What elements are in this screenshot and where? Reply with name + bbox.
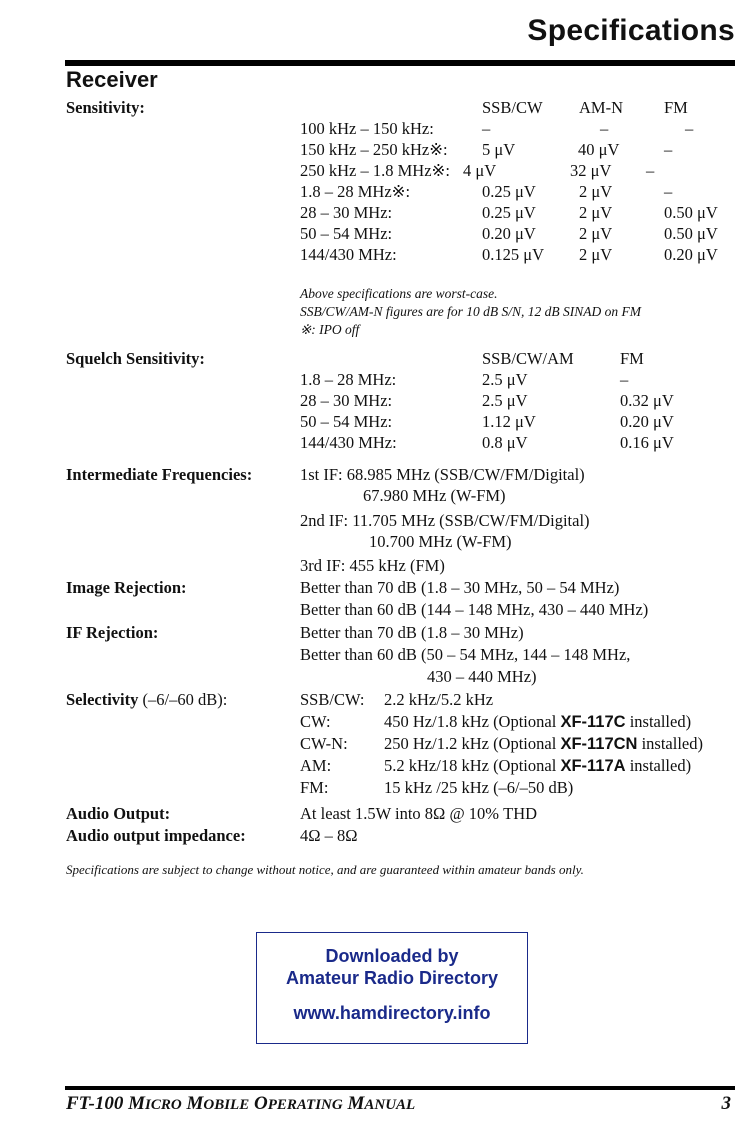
footer-manual-title: [66, 1093, 415, 1115]
header-ssb-cw: SSB/CW: [482, 98, 543, 117]
value-cell: 15 kHz /25 kHz (–6/–50 dB): [384, 778, 574, 797]
mode-cell: CW-N:: [300, 734, 348, 753]
range-cell: 144/430 MHz:: [300, 433, 397, 452]
fm-cell: 0.32 μV: [620, 391, 674, 410]
squelch-label: Squelch Sensitivity:: [66, 349, 205, 368]
range-cell: 50 – 54 MHz:: [300, 412, 393, 431]
am-cell: 2 μV: [579, 224, 613, 243]
value-cell: [384, 712, 691, 732]
footer-model: FT-100: [66, 1093, 124, 1114]
value-text: 250 Hz/1.2 kHz (Optional: [384, 734, 561, 753]
squelch-table: [300, 349, 740, 454]
filter-name: XF-117C: [560, 713, 626, 731]
ssb-cell: 1.12 μV: [482, 412, 536, 431]
fm-cell: 0.20 μV: [620, 412, 674, 431]
filter-name: XF-117CN: [560, 735, 638, 753]
header-fm: FM: [620, 349, 644, 368]
if-line-2: 67.980 MHz (W-FM): [363, 486, 506, 505]
selectivity-label: [66, 690, 227, 710]
value-suffix: installed): [637, 734, 703, 753]
value-cell: [384, 734, 703, 754]
if-line-4: 10.700 MHz (W-FM): [369, 532, 512, 551]
mode-cell: SSB/CW:: [300, 690, 365, 709]
table-row: [300, 182, 740, 203]
table-row: [300, 734, 750, 756]
table-row: [300, 203, 740, 224]
ssb-cell: 0.25 μV: [482, 182, 536, 201]
if-line-3: 2nd IF: 11.705 MHz (SSB/CW/FM/Digital): [300, 511, 590, 530]
header-ssb-cw-am: SSB/CW/AM: [482, 349, 574, 368]
table-row: [300, 412, 740, 433]
value-cell: 2.2 kHz/5.2 kHz: [384, 690, 494, 709]
selectivity-label-main: Selectivity: [66, 690, 139, 709]
table-row: [300, 119, 740, 140]
fm-cell: 0.50 μV: [664, 203, 718, 222]
fm-cell: 0.16 μV: [620, 433, 674, 452]
fm-cell: –: [664, 140, 673, 159]
if-rejection-label: IF Rejection:: [66, 623, 159, 642]
range-cell: 150 kHz – 250 kHz※:: [300, 140, 448, 159]
range-cell: 28 – 30 MHz:: [300, 203, 393, 222]
section-title: Receiver: [66, 67, 158, 92]
filter-name: XF-117A: [560, 757, 626, 775]
range-cell: 50 – 54 MHz:: [300, 224, 393, 243]
fm-cell: –: [620, 370, 629, 389]
note-ipo: ※: IPO off: [300, 322, 360, 337]
value-text: 450 Hz/1.8 kHz (Optional: [384, 712, 561, 731]
table-row: [300, 370, 740, 391]
value-suffix: installed): [625, 756, 692, 775]
value-suffix: installed): [625, 712, 692, 731]
table-row: [300, 391, 740, 412]
table-row: [300, 756, 750, 778]
ssb-cell: 0.8 μV: [482, 433, 528, 452]
range-cell: 1.8 – 28 MHz:: [300, 370, 397, 389]
sensitivity-table: [300, 98, 740, 266]
squelch-header-row: [300, 349, 740, 370]
selectivity-table: [300, 690, 750, 800]
if-label: Intermediate Frequencies:: [66, 465, 253, 484]
ssb-cell: –: [482, 119, 491, 138]
audio-output-label: Audio Output:: [66, 804, 171, 823]
note-worst-case: Above specifications are worst-case.: [300, 286, 498, 301]
fm-cell: 0.20 μV: [664, 245, 718, 264]
mode-cell: AM:: [300, 756, 332, 775]
table-row: [300, 245, 740, 266]
if-rejection-line-3: 430 – 440 MHz): [427, 667, 537, 686]
table-row: [300, 433, 740, 454]
fm-cell: –: [646, 161, 655, 180]
table-row: [300, 140, 740, 161]
am-cell: 2 μV: [579, 182, 613, 201]
am-cell: –: [600, 119, 609, 138]
range-cell: 28 – 30 MHz:: [300, 391, 393, 410]
footer-word-4: MANUAL: [347, 1093, 416, 1114]
range-cell: 144/430 MHz:: [300, 245, 397, 264]
value-text: 5.2 kHz/18 kHz (Optional: [384, 756, 561, 775]
audio-impedance-value: 4Ω – 8Ω: [300, 826, 358, 845]
table-row: [300, 690, 750, 712]
range-cell: 1.8 – 28 MHz※:: [300, 182, 411, 201]
ssb-cell: 0.125 μV: [482, 245, 545, 264]
if-rejection-line-2: Better than 60 dB (50 – 54 MHz, 144 – 148 MHz,: [300, 645, 631, 664]
fm-cell: 0.50 μV: [664, 224, 718, 243]
am-cell: 2 μV: [579, 203, 613, 222]
header-am-n: AM-N: [579, 98, 623, 117]
table-row: [300, 778, 750, 800]
sensitivity-header-row: [300, 98, 740, 119]
ssb-cell: 0.25 μV: [482, 203, 536, 222]
note-figures: SSB/CW/AM-N figures are for 10 dB S/N, 12 dB SINAD on FM: [300, 304, 641, 319]
image-rejection-label: Image Rejection:: [66, 578, 187, 597]
range-cell: 250 kHz – 1.8 MHz※:: [300, 161, 450, 180]
range-cell: 100 kHz – 150 kHz:: [300, 119, 434, 138]
table-row: [300, 224, 740, 245]
audio-impedance-label: Audio output impedance:: [66, 826, 246, 845]
ssb-cell: 0.20 μV: [482, 224, 536, 243]
fm-cell: –: [664, 182, 673, 201]
am-cell: 32 μV: [570, 161, 612, 180]
fm-cell: –: [685, 119, 694, 138]
image-rejection-line-1: Better than 70 dB (1.8 – 30 MHz, 50 – 54 MHz): [300, 578, 620, 597]
if-line-1: 1st IF: 68.985 MHz (SSB/CW/FM/Digital): [300, 465, 585, 484]
image-rejection-line-2: Better than 60 dB (144 – 148 MHz, 430 – 440 MHz): [300, 600, 649, 619]
footer-word-3: OPERATING: [253, 1093, 343, 1114]
footer-word-2: MOBILE: [186, 1093, 250, 1114]
page-number: 3: [721, 1093, 731, 1114]
disclaimer: Specifications are subject to change without notice, and are guaranteed within amateur bands only.: [66, 862, 584, 877]
sensitivity-label: Sensitivity:: [66, 98, 145, 117]
mode-cell: FM:: [300, 778, 329, 797]
download-box: [256, 932, 528, 1044]
footer-word-1: MICRO: [128, 1093, 182, 1114]
if-line-5: 3rd IF: 455 kHz (FM): [300, 556, 445, 575]
ssb-cell: 2.5 μV: [482, 370, 528, 389]
table-row: [300, 161, 740, 182]
audio-output-value: At least 1.5W into 8Ω @ 10% THD: [300, 804, 538, 823]
mode-cell: CW:: [300, 712, 331, 731]
am-cell: 2 μV: [579, 245, 613, 264]
table-row: [300, 712, 750, 734]
header-fm: FM: [664, 98, 688, 117]
ssb-cell: 4 μV: [463, 161, 497, 180]
footer-rule: [65, 1086, 735, 1090]
ssb-cell: 5 μV: [482, 140, 516, 159]
page-title: Specifications: [527, 14, 735, 47]
ssb-cell: 2.5 μV: [482, 391, 528, 410]
am-cell: 40 μV: [578, 140, 620, 159]
download-line-1: Downloaded by: [325, 946, 459, 966]
download-line-2: Amateur Radio Directory: [285, 968, 499, 988]
value-cell: [384, 756, 691, 776]
if-rejection-line-1: Better than 70 dB (1.8 – 30 MHz): [300, 623, 524, 642]
selectivity-label-rest: (–6/–60 dB):: [142, 690, 228, 709]
header-rule: [65, 60, 735, 66]
download-url[interactable]: www.hamdirectory.info: [293, 1003, 491, 1023]
